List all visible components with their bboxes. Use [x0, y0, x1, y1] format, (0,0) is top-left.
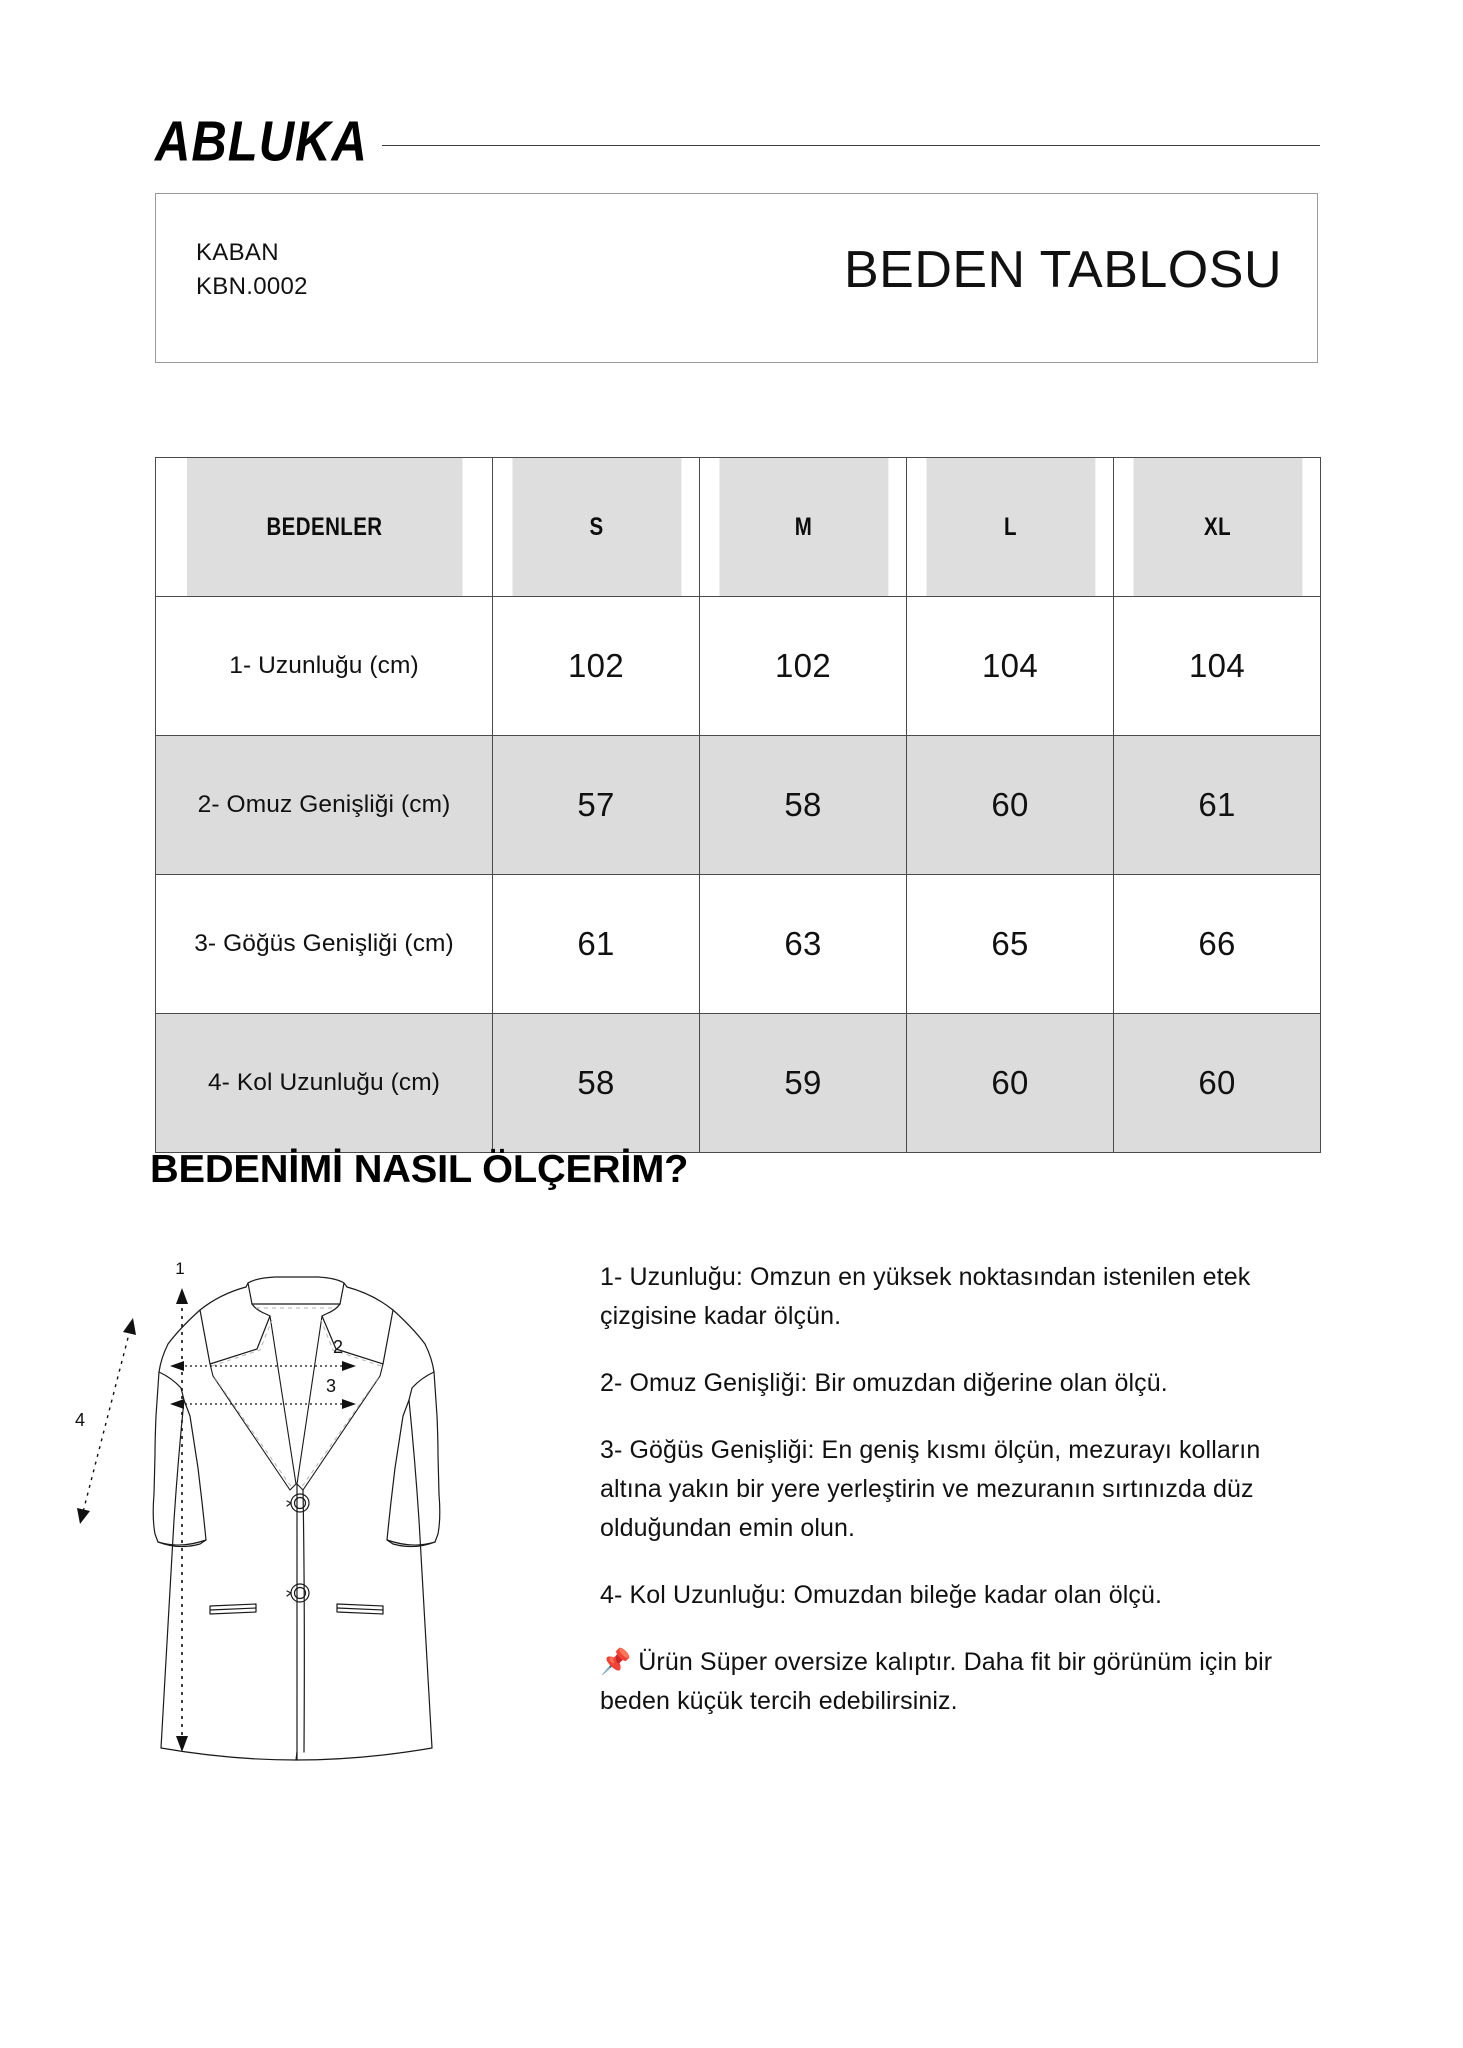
cell-m: 63 [700, 875, 907, 1014]
instruction-item-2: 2- Omuz Genişliği: Bir omuzdan diğerine olan ölçü. [600, 1369, 1168, 1397]
table-row [156, 597, 1321, 736]
cell-xl: 66 [1114, 875, 1321, 1014]
table-row [156, 875, 1321, 1014]
svg-text:2: 2 [332, 1337, 344, 1357]
instruction-item-3: 3- Göğüs Genişliği: En geniş kısmı ölçün, mezurayı kolların altına yakın bir yere yerleştirin ve mezuranın sırtınızda düz olduğundan emin olun. [600, 1436, 1261, 1542]
column-header-m: M [718, 458, 888, 597]
row-label: 2- Omuz Genişliği (cm) [156, 736, 493, 875]
table-row [156, 736, 1321, 875]
instruction-item-4: 4- Kol Uzunluğu: Omuzdan bileğe kadar olan ölçü. [600, 1581, 1163, 1609]
cell-l: 60 [907, 736, 1114, 875]
cell-m: 59 [700, 1014, 907, 1153]
row-label: 1- Uzunluğu (cm) [156, 597, 493, 736]
measure-arrow-4 [75, 1318, 136, 1524]
cell-m: 102 [700, 597, 907, 736]
product-meta [196, 236, 308, 304]
svg-text:3: 3 [325, 1376, 337, 1396]
cell-xl: 60 [1114, 1014, 1321, 1153]
fit-note-text: Ürün Süper oversize kalıptır. Daha fit bir görünüm için bir beden küçük tercih edebilirsiniz. [600, 1648, 1273, 1715]
measurement-instructions [600, 1258, 1300, 1749]
product-category: KABAN [196, 239, 279, 266]
column-header-s: S [511, 458, 681, 597]
pushpin-icon: 📌 [600, 1648, 632, 1676]
brand-divider-rule [382, 145, 1320, 146]
svg-text:4: 4 [74, 1410, 86, 1430]
instruction-item-1: 1- Uzunluğu: Omzun en yüksek noktasından istenilen etek çizgisine kadar ölçün. [600, 1263, 1251, 1330]
svg-text:1: 1 [175, 1259, 185, 1278]
row-label: 4- Kol Uzunluğu (cm) [156, 1014, 493, 1153]
product-code: KBN.0002 [196, 273, 308, 300]
cell-s: 102 [493, 597, 700, 736]
fit-note [600, 1643, 1300, 1721]
measure-arrow-3 [170, 1376, 356, 1409]
column-header-l: L [925, 458, 1095, 597]
coat-measurement-diagram [60, 1240, 530, 1840]
brand-bar [155, 110, 1320, 173]
cell-xl: 61 [1114, 736, 1321, 875]
cell-s: 61 [493, 875, 700, 1014]
how-to-measure-heading: BEDENİMİ NASIL ÖLÇERİM? [150, 1148, 689, 1191]
table-header-row [156, 458, 1321, 597]
row-label: 3- Göğüs Genişliği (cm) [156, 875, 493, 1014]
cell-xl: 104 [1114, 597, 1321, 736]
abluka-logo: ABLUKA [155, 110, 368, 173]
column-header-xl: XL [1132, 458, 1302, 597]
column-header-bedenler: BEDENLER [186, 458, 462, 597]
cell-l: 104 [907, 597, 1114, 736]
table-row [156, 1014, 1321, 1153]
cell-l: 60 [907, 1014, 1114, 1153]
cell-l: 65 [907, 875, 1114, 1014]
cell-s: 58 [493, 1014, 700, 1153]
cell-s: 57 [493, 736, 700, 875]
page-title: BEDEN TABLOSU [843, 241, 1282, 299]
cell-m: 58 [700, 736, 907, 875]
size-table [155, 457, 1321, 1153]
header-card [155, 193, 1318, 363]
